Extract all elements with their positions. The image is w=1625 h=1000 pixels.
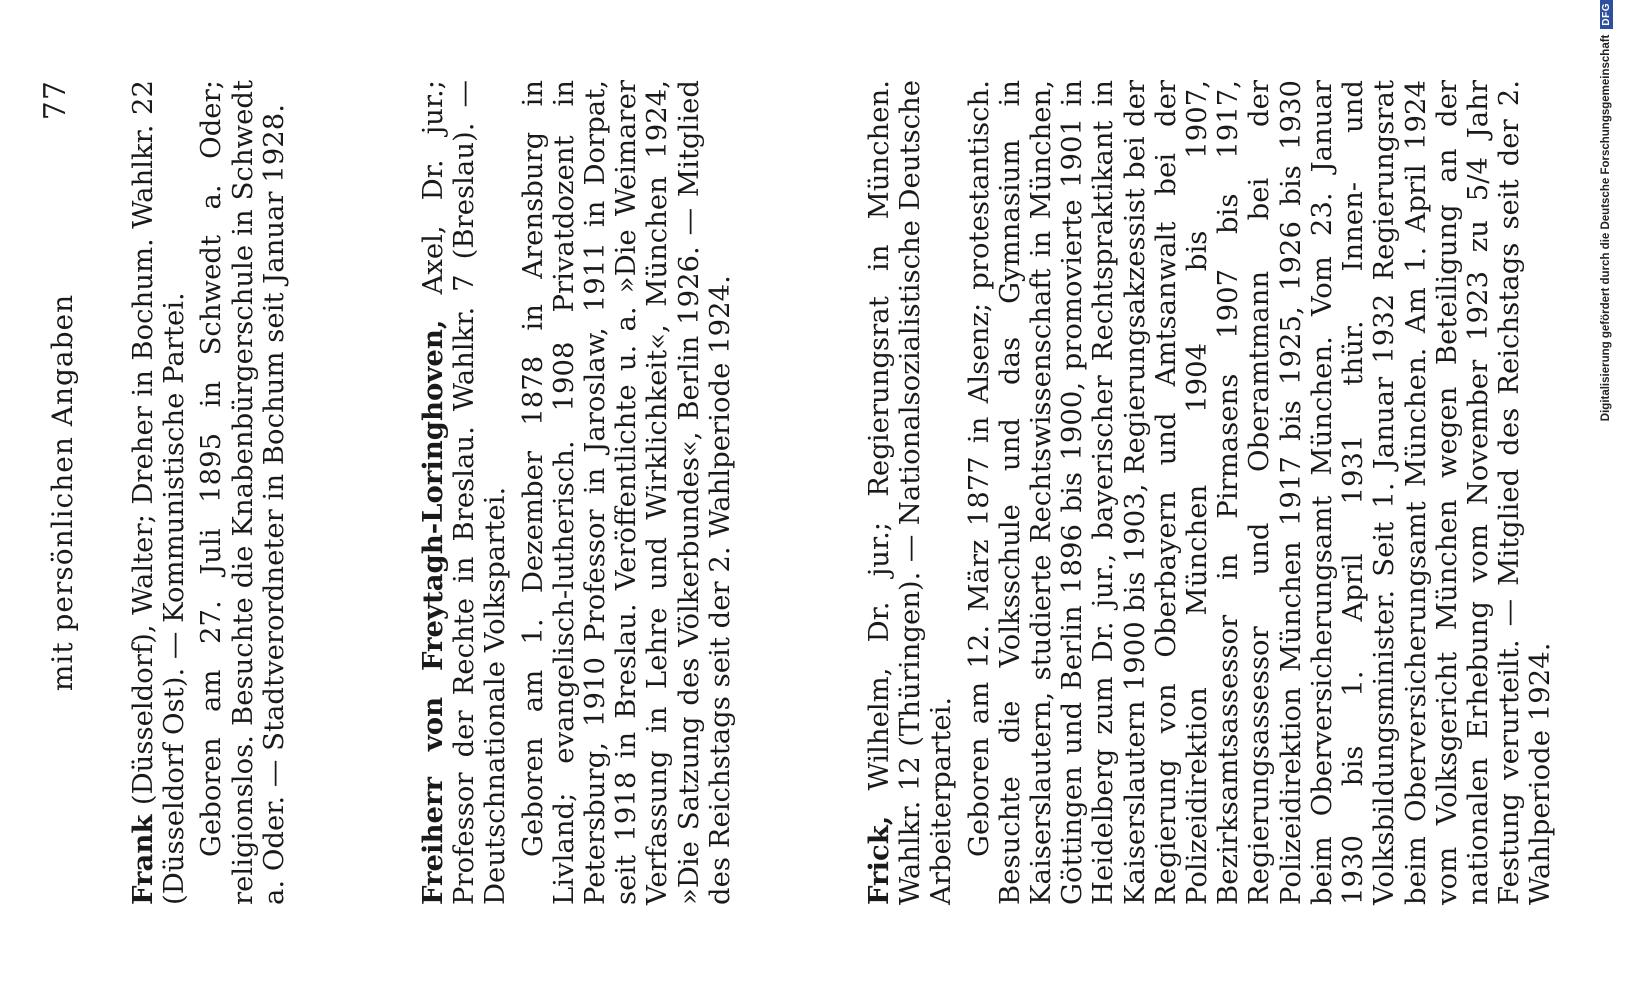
entry-name: Frick, [863, 815, 896, 905]
digitization-credit-strip [1587, 0, 1617, 1000]
biography-entry-frank [128, 80, 290, 905]
entry-body: Geboren am 1. Dezember 1878 in Arensburg in Livland; evangelisch-lutherisch. 1908 Privatdozent in Petersburg, 1910 Professor in Jaroslaw, 1911 in Dorpat, seit 1918 in Breslau. Veröffentlichte u. a. »Die Weimarer Verfassung in Lehre und Wirklichkeit«, München 1924, »Die Satzung des Völkerbundes«, Berlin 1926. — Mitglied des Reichstags seit der 2. Wahlperiode 1924. [516, 80, 736, 905]
running-head [38, 80, 98, 905]
entry-name: Frank [127, 814, 159, 905]
entry-header-rest: (Düsseldorf), Walter; Dreher in Bochum. Wahlkr. 22 (Düsseldorf Ost). — Kommunistische Partei. [127, 80, 191, 905]
page-number: 77 [38, 80, 73, 121]
entry-header-rest: Axel, Dr. jur.; Professor der Rechte in Breslau. Wahlkr. 7 (Breslau). — Deutschnationale Volkspartei. [417, 79, 512, 905]
entry-name: Freiherr von Freytagh-Loringhoven, [417, 319, 450, 905]
entry-header [864, 80, 958, 905]
entry-body: Geboren am 12. März 1877 in Alsenz; protestantisch. Besuchte die Volksschule und das Gymnasium in Kaiserslautern, studierte Rechtswissenschaft in München, Göttingen und Berlin 1896 bis 1900, promovierte 1901 in Heidelberg zum Dr. jur., bayerischer Rechtspraktikant in Kaiserslautern 1900 bis 1903, Regierungsakzessist bei der Regierung von Oberbayern und Amtsanwalt bei der Polizeidirektion München 1904 bis 1907, Bezirksamtsassessor in Pirmasens 1907 bis 1917, Regierungsassessor und Oberamtmann bei der Polizeidirektion München 1917 bis 1925, 1926 bis 1930 beim Oberversicherungsamt München. Vom 23. Januar 1930 bis 1. April 1931 thür. Innen- und Volksbildungsminister. Seit 1. Januar 1932 Regierungsrat beim Oberversicherungsamt München. Am 1. April 1924 vom Volksgericht München wegen Beteiligung an der nationalen Erhebung vom November 1923 zu 5/4 Jahr Festung verurteilt. — Mitglied des Reichstags seit der 2. Wahlperiode 1924. [962, 80, 1557, 905]
digitization-credit [1591, 0, 1621, 990]
entry-header [128, 80, 190, 905]
biography-entry-freytagh-loringhoven [418, 80, 736, 905]
running-head-title: mit persönlichen Angaben [46, 293, 79, 692]
entry-body: Geboren am 27. Juli 1895 in Schwedt a. Oder; religionslos. Besuchte die Knabenbürgerschule in Schwedt a. Oder. — Stadtverordneter in Bochum seit Januar 1928. [195, 80, 290, 905]
biography-entry-frick [864, 80, 1556, 905]
entry-header [418, 80, 512, 905]
credit-text: Digitalisierung gefördert durch die Deutsche Forschungsgemeinschaft [1600, 34, 1612, 422]
entry-header-rest: Wilhelm, Dr. jur.; Regierungsrat in München. Wahlkr. 12 (Thüringen). — Nationalsozialistische Deutsche Arbeiterpartei. [863, 80, 958, 905]
dfg-logo: DFG [1600, 0, 1613, 29]
